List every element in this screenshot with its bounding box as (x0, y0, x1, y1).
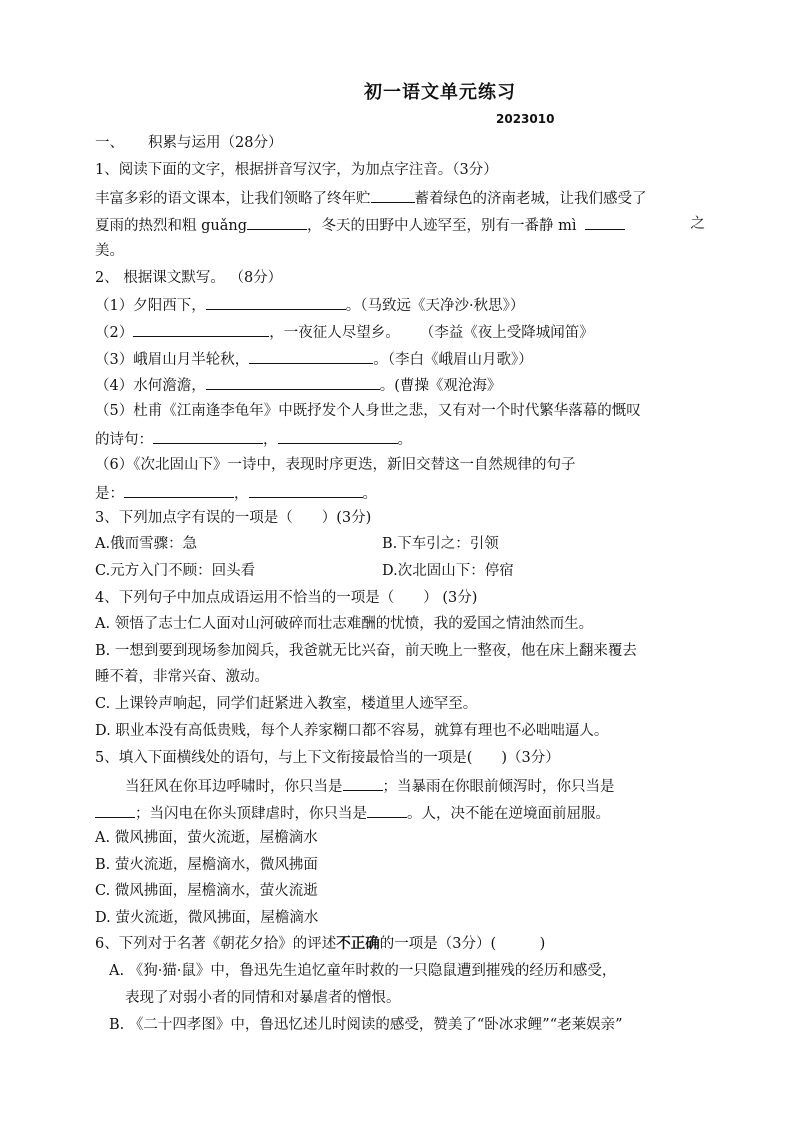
answer-blank[interactable] (367, 802, 407, 818)
q2-item-5: （5）杜甫《江南逢李龟年》中既抒发个人身世之悲，又有对一个时代繁华落幕的慨叹 (95, 403, 641, 419)
q1-text: ，冬天的田野中人迹罕至，别有一番静 mì (307, 218, 577, 234)
answer-blank[interactable] (278, 428, 398, 444)
q5-option-d[interactable]: D. 萤火流逝，微风拂面，屋檐滴水 (95, 910, 319, 926)
q4-stem: 4、下列句子中加点成语运用不恰当的一项是（ ） (3分) (95, 590, 478, 606)
q2-text: （1）夕阳西下， (95, 298, 206, 314)
answer-blank[interactable] (585, 214, 625, 230)
answer-blank[interactable] (343, 775, 383, 791)
q5-text: 当狂风在你耳边呼啸时，你只当是 (125, 779, 343, 795)
answer-blank[interactable] (124, 482, 234, 498)
q1-line (95, 187, 705, 209)
q4-option-a[interactable]: A. 领悟了志士仁人面对山河破碎而壮志难酬的忧愤，我的爱国之情油然而生。 (95, 616, 594, 632)
exam-date: 2023010 (496, 112, 555, 126)
q2-text: 是： (95, 486, 124, 502)
q2-text: 。 (397, 432, 412, 448)
q2-item-2 (95, 321, 705, 343)
q2-item-1 (95, 294, 705, 316)
q6-stem (95, 934, 705, 954)
q2-text: （3）峨眉山月半轮秋， (95, 352, 250, 368)
q2-text: ， (234, 486, 249, 502)
q5-option-a[interactable]: A. 微风拂面，萤火流逝，屋檐滴水 (95, 830, 318, 846)
q2-item-4 (95, 374, 705, 396)
q5-option-b[interactable]: B. 萤火流逝，屋檐滴水，微风拂面 (95, 857, 318, 873)
q6-option-a[interactable]: A. 《狗·猫·鼠》中，鲁迅先生追忆童年时救的一只隐鼠遭到摧残的经历和感受， (109, 963, 617, 979)
q6-emphasis: 不正确 (336, 935, 380, 952)
answer-blank[interactable] (206, 374, 380, 390)
q2-text: 。（李白《峨眉山月歌》） (373, 352, 533, 368)
q2-item-6-cont (95, 482, 705, 504)
q6-text: 的一项是（3分）( ) (379, 936, 546, 952)
q2-text: （2） (95, 325, 134, 341)
q1-text: 蓄着绿色的济南老城，让我们感受了 (414, 191, 647, 207)
q2-item-6: （6）《次北固山下》一诗中，表现时序更迭，新旧交替这一自然规律的句子 (95, 457, 576, 473)
q2-text: （李益《夜上受降城闻笛》 (419, 325, 594, 341)
q1-text: 之 (690, 216, 705, 232)
q3-option-a[interactable]: A.俄而雪骤：急 (95, 536, 198, 552)
q3-option-b[interactable]: B.下车引之：引领 (382, 536, 499, 552)
q4-option-d[interactable]: D. 职业本没有高低贵贱，每个人养家糊口都不容易，就算有理也不必咄咄逼人。 (95, 723, 609, 739)
q1-line (95, 214, 705, 236)
q1-text: 丰富多彩的语文课本，让我们领略了终年贮 (95, 191, 371, 207)
q1-text: 夏雨的热烈和粗 guǎng (95, 218, 247, 234)
q5-text: 。人，决不能在逆境面前屈服。 (407, 806, 610, 822)
q5-passage (125, 775, 735, 797)
answer-blank[interactable] (371, 187, 415, 203)
q1-text: 美。 (95, 243, 124, 259)
answer-blank[interactable] (133, 321, 269, 337)
q2-text: 。 (362, 486, 377, 502)
q2-item-5-cont (95, 428, 705, 450)
q6-text: 6、下列对于名著《朝花夕拾》的评述 (95, 936, 337, 952)
q3-stem: 3、下列加点字有误的一项是（ ）(3分) (95, 510, 372, 526)
q4-option-b[interactable]: B. 一想到要到现场参加阅兵，我爸就无比兴奋，前天晚上一整夜，他在床上翻来覆去 (95, 643, 637, 659)
q4-option-b-cont: 睡不着，非常兴奋、激动。 (95, 669, 269, 685)
answer-blank[interactable] (206, 294, 346, 310)
q3-option-c[interactable]: C.元方入门不顾：回头看 (95, 563, 256, 579)
answer-blank[interactable] (95, 802, 135, 818)
section-label: 积累与运用（28分） (148, 135, 283, 151)
section-number: 一、 (95, 135, 124, 151)
q3-option-d[interactable]: D.次北固山下：停宿 (382, 563, 514, 579)
answer-blank[interactable] (153, 428, 263, 444)
q2-text: （4）水何澹澹， (95, 378, 206, 394)
answer-blank[interactable] (249, 482, 363, 498)
q5-text: ；当暴雨在你眼前倾泻时，你只当是 (382, 779, 615, 795)
answer-blank[interactable] (247, 214, 307, 230)
section-heading (95, 133, 705, 153)
q5-text: ；当闪电在你头顶肆虐时，你只当是 (135, 806, 367, 822)
q5-option-c[interactable]: C. 微风拂面，屋檐滴水，萤火流逝 (95, 883, 318, 899)
q2-item-3 (95, 348, 705, 370)
q2-text: ，一夜征人尽望乡。 (269, 325, 400, 341)
q6-option-a-cont: 表现了对弱小者的同情和对暴虐者的憎恨。 (125, 990, 401, 1006)
q2-text: 。（马致远《天净沙·秋思》） (345, 298, 525, 314)
q2-text: 的诗句： (95, 432, 153, 448)
answer-blank[interactable] (249, 348, 373, 364)
q4-option-c[interactable]: C. 上课铃声响起，同学们赶紧进入教室，楼道里人迹罕至。 (95, 696, 478, 712)
page-title: 初一语文单元练习 (364, 82, 516, 103)
q1-stem: 1、阅读下面的文字，根据拼音写汉字，为加点字注音。（3分） (95, 162, 498, 178)
q5-stem: 5、填入下面横线处的语句，与上下文衔接最恰当的一项是( )（3分） (95, 750, 560, 766)
q2-stem: 2、 根据课文默写。 （8分） (95, 270, 283, 286)
q5-passage-cont (95, 802, 705, 824)
q6-option-b[interactable]: B. 《二十四孝图》中，鲁迅忆述儿时阅读的感受，赞美了“卧冰求鲤”“老莱娱亲” (109, 1017, 623, 1033)
q2-text: 。(曹操《观沧海》 (379, 378, 502, 394)
q2-text: ， (263, 432, 278, 448)
